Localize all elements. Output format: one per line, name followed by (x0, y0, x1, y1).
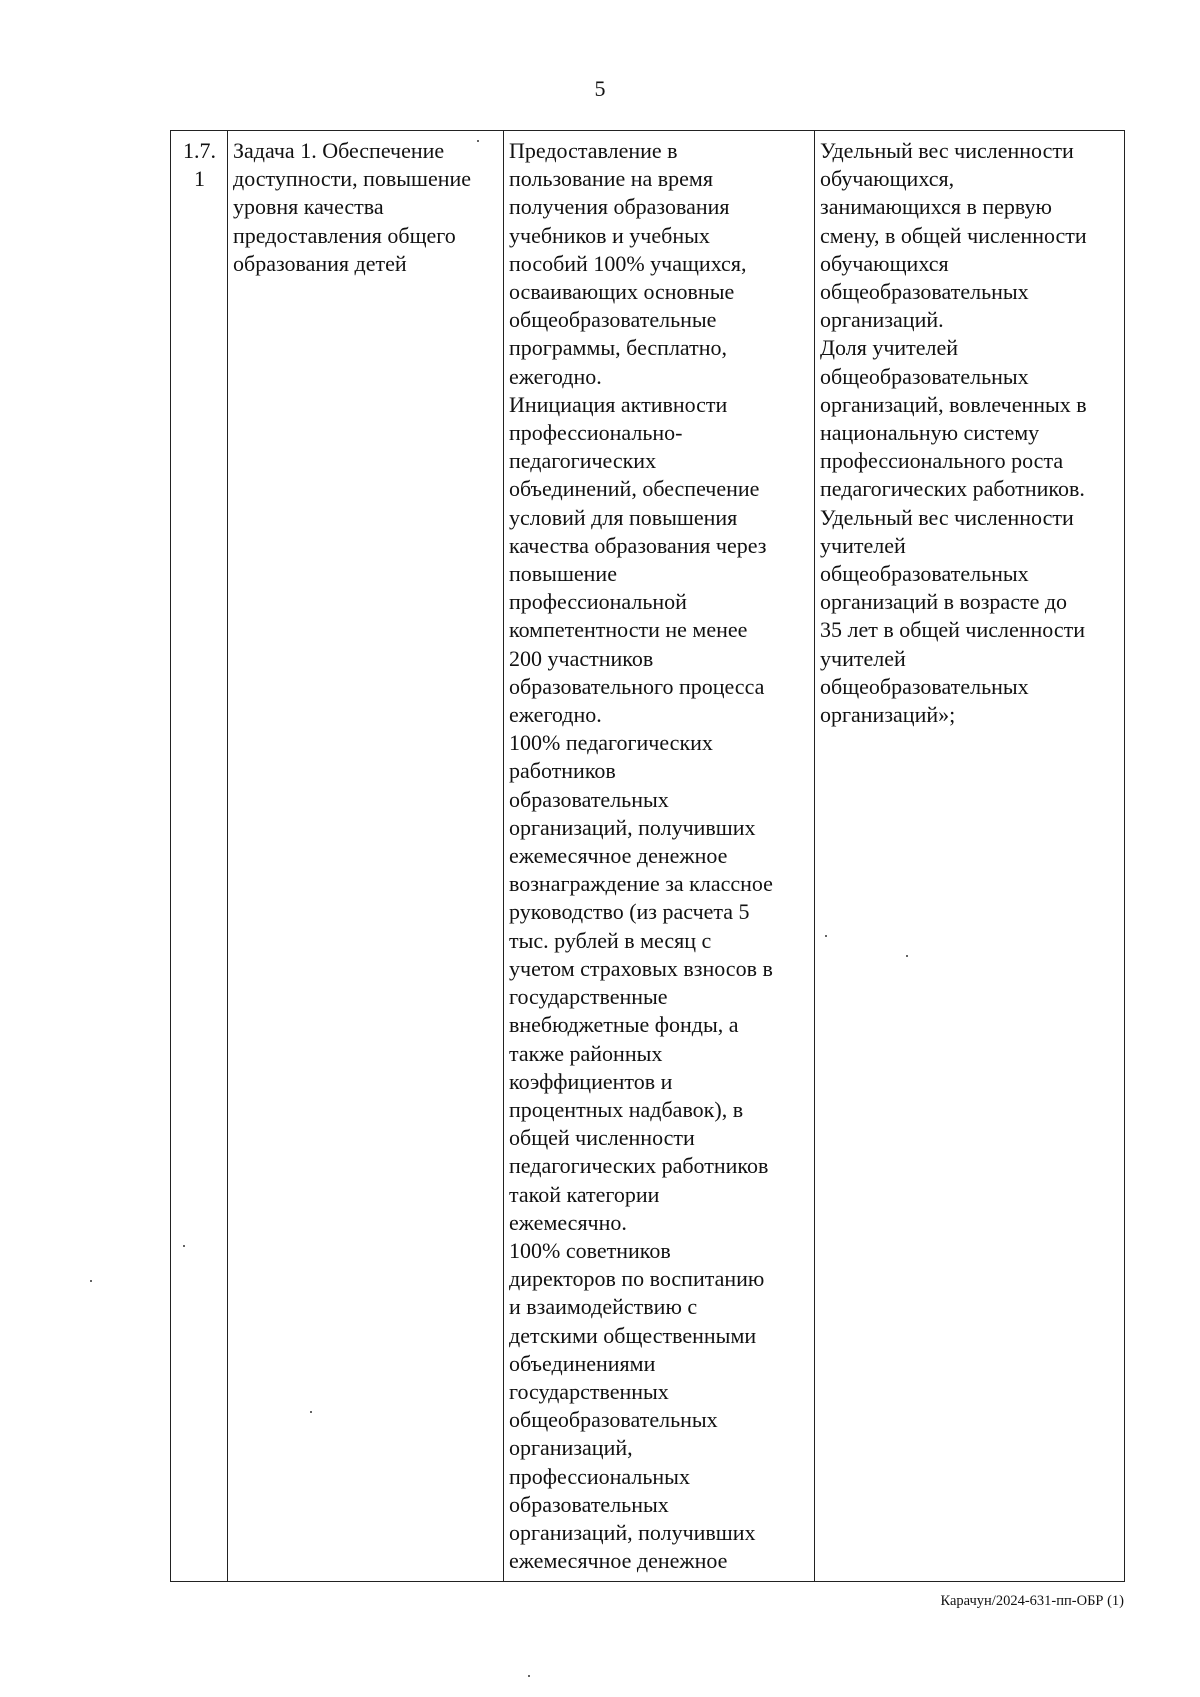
scan-speck (825, 935, 827, 937)
indicator-line: учителей (820, 532, 906, 558)
results-line: вознаграждение за классное (509, 871, 773, 897)
results-line: также районных (509, 1040, 663, 1066)
results-line: детскими общественными (509, 1322, 757, 1348)
task-line: образования детей (233, 250, 407, 276)
results-line: педагогических (509, 448, 657, 474)
results-line: учетом страховых взносов в (509, 955, 773, 981)
scan-speck (310, 1411, 312, 1413)
results-line: осваивающих основные (509, 279, 735, 305)
item-number-line: 1.7. (183, 138, 216, 163)
results-line: и взаимодействию с (509, 1294, 698, 1320)
results-line: организаций, получивших (509, 814, 756, 840)
results-line: условий для повышения (509, 504, 738, 530)
indicators-text (820, 137, 1120, 729)
results-cell (504, 131, 815, 1582)
results-line: ежемесячно. (509, 1209, 627, 1235)
results-line: работников (509, 758, 616, 784)
results-line: ежемесячное денежное (509, 843, 728, 869)
results-line: программы, бесплатно, (509, 335, 728, 361)
indicator-line: общеобразовательных (820, 279, 1029, 305)
results-line: ежегодно. (509, 363, 602, 389)
indicator-line: смену, в общей численности (820, 222, 1087, 248)
task-line: Задача 1. Обеспечение (233, 138, 445, 163)
indicator-line: организаций»; (820, 702, 956, 728)
results-line: руководство (из расчета 5 (509, 899, 750, 925)
scan-speck (906, 955, 908, 957)
results-line: организаций, (509, 1435, 633, 1461)
item-number-cell (171, 131, 228, 1582)
scan-speck (90, 1280, 92, 1282)
results-line: образовательных (509, 1491, 669, 1517)
results-line: коэффициентов и (509, 1068, 673, 1094)
indicators-cell (815, 131, 1125, 1582)
results-line: ежемесячное денежное (509, 1548, 728, 1574)
results-line: процентных надбавок), в (509, 1096, 744, 1122)
indicator-line: общеобразовательных (820, 561, 1029, 587)
program-table (170, 130, 1125, 1582)
scan-speck (183, 1245, 185, 1247)
indicator-line: организаций, вовлеченных в (820, 391, 1087, 417)
scan-speck (477, 140, 479, 142)
indicator-line: организаций в возрасте до (820, 589, 1068, 615)
task-line: уровня качества (233, 194, 384, 220)
results-line: тыс. рублей в месяц с (509, 927, 712, 953)
results-line: пользование на время (509, 166, 713, 192)
scan-speck (528, 1675, 530, 1677)
results-line: профессиональных (509, 1463, 690, 1489)
results-line: организаций, получивших (509, 1519, 756, 1545)
results-line: получения образования (509, 194, 730, 220)
indicator-line: педагогических работников. (820, 476, 1085, 502)
results-line: образовательного процесса (509, 673, 765, 699)
results-line: объединений, обеспечение (509, 476, 760, 502)
results-text (509, 137, 810, 1575)
results-line: повышение (509, 561, 617, 587)
indicator-line: профессионального роста (820, 448, 1064, 474)
indicator-line: учителей (820, 645, 906, 671)
indicator-line: национальную систему (820, 420, 1040, 446)
indicator-line: общеобразовательных (820, 673, 1029, 699)
item-number-line: 1 (194, 166, 205, 192)
results-line: педагогических работников (509, 1153, 769, 1179)
results-line: ежегодно. (509, 702, 602, 728)
indicator-line: общеобразовательных (820, 363, 1029, 389)
results-line: образовательных (509, 786, 669, 812)
results-line: 100% советников (509, 1237, 671, 1263)
indicator-line: 35 лет в общей численности (820, 617, 1086, 643)
indicator-line: организаций. (820, 307, 944, 333)
results-line: общей численности (509, 1125, 695, 1151)
results-line: пособий 100% учащихся, (509, 250, 747, 276)
results-line: общеобразовательных (509, 1407, 718, 1433)
indicator-line: Доля учителей (820, 335, 959, 361)
indicator-line: обучающихся (820, 250, 949, 276)
results-line: объединениями (509, 1350, 656, 1376)
results-line: такой категории (509, 1181, 660, 1207)
results-line: 100% педагогических (509, 730, 713, 756)
indicator-line: Удельный вес численности (820, 138, 1074, 163)
table-row (171, 131, 1125, 1582)
document-code: Карачун/2024-631-пп-ОБР (1) (940, 1593, 1124, 1609)
indicator-line: занимающихся в первую (820, 194, 1052, 220)
indicator-line: Удельный вес численности (820, 504, 1074, 530)
results-line: директоров по воспитанию (509, 1266, 765, 1292)
page-number: 5 (594, 76, 606, 101)
results-line: внебюджетные фонды, а (509, 1012, 739, 1038)
results-line: общеобразовательные (509, 307, 717, 333)
indicator-line: обучающихся, (820, 166, 955, 192)
task-line: предоставления общего (233, 222, 456, 248)
results-line: профессиональной (509, 589, 687, 615)
results-line: Инициация активности (509, 391, 728, 417)
task-cell (228, 131, 504, 1582)
task-text (233, 137, 499, 278)
results-line: профессионально- (509, 420, 683, 446)
results-line: Предоставление в (509, 138, 678, 163)
results-line: 200 участников (509, 645, 654, 671)
task-line: доступности, повышение (233, 166, 472, 192)
results-line: качества образования через (509, 532, 767, 558)
results-line: учебников и учебных (509, 222, 710, 248)
results-line: государственные (509, 984, 668, 1010)
results-line: компетентности не менее (509, 617, 748, 643)
results-line: государственных (509, 1378, 669, 1404)
